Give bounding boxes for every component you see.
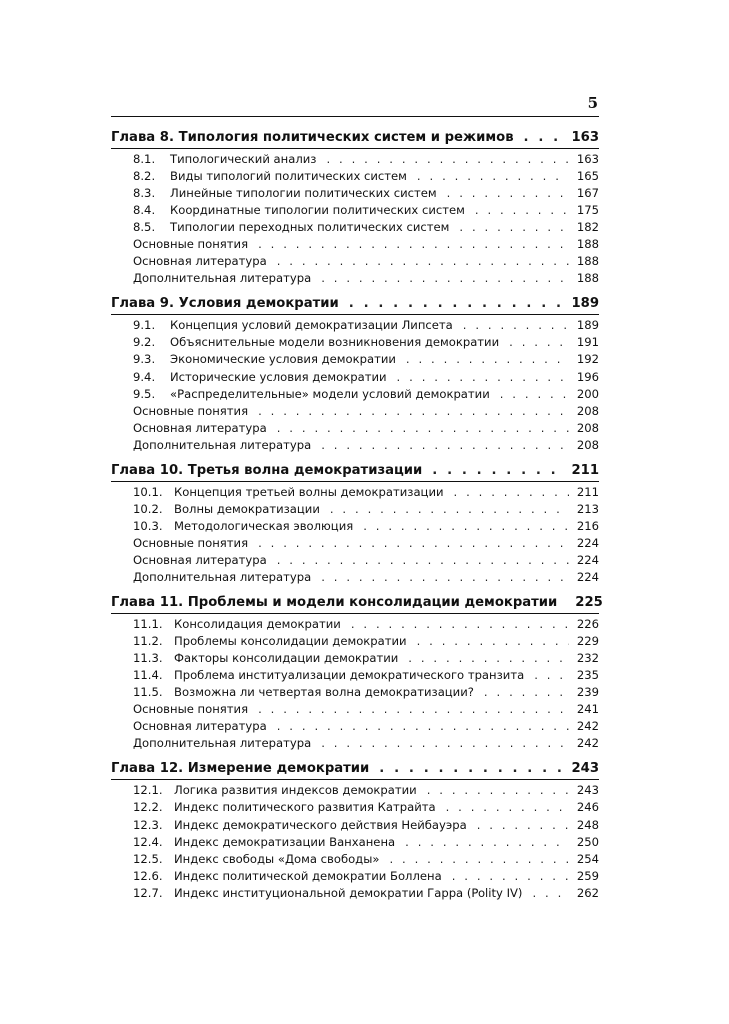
toc-entry xyxy=(133,834,599,851)
dot-leader xyxy=(452,868,569,885)
chapter-8 xyxy=(111,129,599,287)
section-title: Проблемы консолидации демократии xyxy=(174,634,407,649)
section-page-number: 208 xyxy=(576,437,599,452)
section-title: Дополнительная литература xyxy=(133,736,312,751)
dot-leader xyxy=(417,168,569,185)
section-title: Индекс политической демократии Боллена xyxy=(174,868,442,883)
dot-leader xyxy=(406,351,569,368)
section-page-number: 213 xyxy=(576,501,599,516)
chapter-heading xyxy=(111,129,599,147)
section-title: Индекс демократизации Ванханена xyxy=(174,834,396,849)
section-number: 11.4. xyxy=(133,668,163,683)
section-number: 9.1. xyxy=(133,318,156,333)
chapter-10 xyxy=(111,462,599,586)
dot-leader xyxy=(454,484,569,501)
section-page-number: 200 xyxy=(576,386,599,401)
chapter-title: Глава 12. Измерение демократии xyxy=(111,761,370,777)
toc-entry xyxy=(133,718,599,735)
dot-leader xyxy=(349,295,564,313)
chapter-underline xyxy=(111,148,599,149)
chapter-heading xyxy=(111,594,603,612)
section-number: 11.5. xyxy=(133,685,163,700)
section-page-number: 196 xyxy=(576,369,599,384)
section-number: 12.5. xyxy=(133,851,163,866)
section-number: 12.7. xyxy=(133,885,163,900)
section-number: 10.3. xyxy=(133,518,163,533)
toc-entry xyxy=(133,616,599,633)
section-title: Основные понятия xyxy=(133,535,249,550)
dot-leader xyxy=(258,701,569,718)
section-title: Основная литература xyxy=(133,719,267,734)
chapter-page-number: 211 xyxy=(571,462,599,478)
dot-leader xyxy=(432,462,563,480)
toc-entry xyxy=(133,633,599,650)
section-title: Координатные типологии политических систем xyxy=(170,203,465,218)
section-title: Факторы консолидации демократии xyxy=(174,651,399,666)
section-page-number: 208 xyxy=(576,403,599,418)
section-number: 9.3. xyxy=(133,352,156,367)
chapter-heading xyxy=(111,295,599,313)
section-page-number: 246 xyxy=(576,800,599,815)
section-title: Экономические условия демократии xyxy=(170,352,396,367)
toc-entry xyxy=(133,885,599,902)
dot-leader xyxy=(321,270,569,287)
section-page-number: 262 xyxy=(576,885,599,900)
section-list xyxy=(111,484,599,586)
section-list xyxy=(111,317,599,453)
dot-leader xyxy=(330,501,569,518)
chapter-heading xyxy=(111,462,599,480)
dot-leader xyxy=(534,667,569,684)
section-list xyxy=(111,782,599,901)
chapter-title: Глава 9. Условия демократии xyxy=(111,296,339,312)
section-number: 9.2. xyxy=(133,335,156,350)
section-title: Основные понятия xyxy=(133,702,249,717)
section-page-number: 224 xyxy=(576,535,599,550)
section-page-number: 216 xyxy=(576,518,599,533)
section-page-number: 248 xyxy=(576,817,599,832)
dot-leader xyxy=(379,760,563,778)
section-title: Типологический анализ xyxy=(170,152,317,166)
dot-leader xyxy=(417,633,569,650)
section-title: Концепция третьей волны демократизации xyxy=(174,484,444,499)
toc-entry xyxy=(133,535,599,552)
section-number: 8.2. xyxy=(133,169,156,184)
section-title: Основные понятия xyxy=(133,237,249,252)
toc-entry xyxy=(133,518,599,535)
toc-entry xyxy=(133,437,599,454)
chapter-page-number: 243 xyxy=(571,761,599,777)
section-list xyxy=(111,151,599,287)
section-page-number: 192 xyxy=(576,352,599,367)
toc-entry xyxy=(133,650,599,667)
section-number: 11.1. xyxy=(133,617,163,632)
toc-entry xyxy=(133,202,599,219)
toc-entry xyxy=(133,151,599,168)
section-number: 9.5. xyxy=(133,386,156,401)
section-title: Индекс политического развития Катрайта xyxy=(174,800,436,815)
section-page-number: 243 xyxy=(576,783,599,798)
section-number: 11.2. xyxy=(133,634,163,649)
section-page-number: 182 xyxy=(576,220,599,235)
dot-leader xyxy=(389,851,568,868)
toc-entry xyxy=(133,799,599,816)
section-title: Исторические условия демократии xyxy=(170,369,387,384)
toc-entry xyxy=(133,569,599,586)
toc-entry xyxy=(133,351,599,368)
table-of-contents xyxy=(111,129,603,910)
section-number: 12.4. xyxy=(133,834,163,849)
section-title: Проблема институализации демократического транзита xyxy=(174,668,525,683)
section-page-number: 224 xyxy=(576,552,599,567)
toc-entry xyxy=(133,552,599,569)
section-page-number: 188 xyxy=(576,271,599,286)
section-number: 8.3. xyxy=(133,186,156,201)
section-page-number: 232 xyxy=(576,651,599,666)
dot-leader xyxy=(446,799,569,816)
chapter-underline xyxy=(111,779,599,780)
toc-entry xyxy=(133,868,599,885)
dot-leader xyxy=(524,129,564,147)
chapter-9 xyxy=(111,295,599,453)
section-page-number: 165 xyxy=(576,169,599,184)
dot-leader xyxy=(397,369,569,386)
dot-leader xyxy=(258,236,569,253)
dot-leader xyxy=(427,782,569,799)
section-number: 8.4. xyxy=(133,203,156,218)
section-page-number: 235 xyxy=(576,668,599,683)
toc-entry xyxy=(133,817,599,834)
section-page-number: 239 xyxy=(576,685,599,700)
section-title: Концепция условий демократизации Липсета xyxy=(170,318,453,333)
chapter-11 xyxy=(111,594,603,752)
section-page-number: 242 xyxy=(576,736,599,751)
chapter-underline xyxy=(111,613,599,614)
chapter-underline xyxy=(111,481,599,482)
dot-leader xyxy=(321,437,569,454)
toc-entry xyxy=(133,369,599,386)
dot-leader xyxy=(363,518,569,535)
toc-entry xyxy=(133,684,599,701)
section-number: 8.1. xyxy=(133,152,156,166)
section-title: Возможна ли четвертая волна демократизации? xyxy=(174,685,474,700)
section-number: 10.1. xyxy=(133,484,163,499)
section-title: Консолидация демократии xyxy=(174,617,341,632)
section-page-number: 163 xyxy=(576,152,599,166)
toc-entry xyxy=(133,236,599,253)
dot-leader xyxy=(532,885,568,902)
section-title: Дополнительная литература xyxy=(133,271,312,286)
toc-entry xyxy=(133,253,599,270)
section-page-number: 241 xyxy=(576,702,599,717)
toc-entry xyxy=(133,851,599,868)
section-page-number: 175 xyxy=(576,203,599,218)
dot-leader xyxy=(277,718,569,735)
section-page-number: 211 xyxy=(576,484,599,499)
dot-leader xyxy=(321,569,569,586)
dot-leader xyxy=(447,185,569,202)
section-title: Основная литература xyxy=(133,552,267,567)
toc-entry xyxy=(133,667,599,684)
section-title: Волны демократизации xyxy=(174,501,320,516)
toc-entry xyxy=(133,270,599,287)
section-page-number: 224 xyxy=(576,569,599,584)
toc-entry xyxy=(133,317,599,334)
section-number: 10.2. xyxy=(133,501,163,516)
section-number: 12.1. xyxy=(133,783,163,798)
dot-leader xyxy=(408,650,569,667)
section-page-number: 254 xyxy=(576,851,599,866)
section-number: 12.2. xyxy=(133,800,163,815)
chapter-12 xyxy=(111,760,599,901)
dot-leader xyxy=(277,552,569,569)
section-page-number: 188 xyxy=(576,254,599,269)
toc-entry xyxy=(133,782,599,799)
toc-entry xyxy=(133,334,599,351)
chapter-title: Глава 8. Типология политических систем и режимов xyxy=(111,130,514,145)
section-title: Линейные типологии политических систем xyxy=(170,186,437,201)
dot-leader xyxy=(463,317,569,334)
chapter-heading xyxy=(111,760,599,778)
section-number: 8.5. xyxy=(133,220,156,235)
dot-leader xyxy=(277,420,569,437)
section-number: 9.4. xyxy=(133,369,156,384)
toc-entry xyxy=(133,735,599,752)
toc-entry xyxy=(133,168,599,185)
section-page-number: 208 xyxy=(576,420,599,435)
toc-entry xyxy=(133,420,599,437)
section-title: «Распределительные» модели условий демократии xyxy=(170,386,490,401)
section-title: Логика развития индексов демократии xyxy=(174,783,417,798)
toc-entry xyxy=(133,386,599,403)
toc-entry xyxy=(133,185,599,202)
dot-leader xyxy=(258,535,569,552)
dot-leader xyxy=(484,684,569,701)
section-title: Виды типологий политических систем xyxy=(170,169,407,184)
chapter-page-number: 189 xyxy=(571,296,599,312)
dot-leader xyxy=(405,834,569,851)
section-title: Дополнительная литература xyxy=(133,569,312,584)
toc-entry xyxy=(133,501,599,518)
section-title: Индекс демократического действия Нейбауэра xyxy=(174,817,467,832)
toc-entry xyxy=(133,219,599,236)
section-title: Типологии переходных политических систем xyxy=(170,220,450,235)
section-page-number: 226 xyxy=(576,617,599,632)
section-title: Объяснительные модели возникновения демократии xyxy=(170,335,500,350)
section-title: Основная литература xyxy=(133,254,267,269)
chapter-page-number: 163 xyxy=(571,130,599,145)
section-page-number: 188 xyxy=(576,237,599,252)
dot-leader xyxy=(326,151,568,168)
section-title: Основные понятия xyxy=(133,403,249,418)
section-list xyxy=(111,616,599,752)
toc-entry xyxy=(133,701,599,718)
dot-leader xyxy=(351,616,569,633)
dot-leader xyxy=(500,386,569,403)
section-page-number: 191 xyxy=(576,335,599,350)
section-number: 12.3. xyxy=(133,817,163,832)
chapter-title: Глава 10. Третья волна демократизации xyxy=(111,462,423,478)
chapter-title: Глава 11. Проблемы и модели консолидации демократии xyxy=(111,595,558,611)
dot-leader xyxy=(509,334,569,351)
section-title: Дополнительная литература xyxy=(133,437,312,452)
section-number: 12.6. xyxy=(133,868,163,883)
section-page-number: 229 xyxy=(576,634,599,649)
section-page-number: 250 xyxy=(576,834,599,849)
toc-entry xyxy=(133,403,599,420)
section-title: Индекс институциональной демократии Гарра (Polity IV) xyxy=(174,885,523,900)
dot-leader xyxy=(321,735,569,752)
section-page-number: 242 xyxy=(576,719,599,734)
section-title: Методологическая эволюция xyxy=(174,518,354,533)
dot-leader xyxy=(459,219,568,236)
header-rule xyxy=(111,116,599,117)
chapter-page-number: 225 xyxy=(575,595,603,611)
section-page-number: 189 xyxy=(576,318,599,333)
dot-leader xyxy=(475,202,569,219)
dot-leader xyxy=(277,253,569,270)
section-title: Индекс свободы «Дома свободы» xyxy=(174,851,380,866)
page-number: 5 xyxy=(587,94,598,112)
chapter-underline xyxy=(111,314,599,315)
section-page-number: 259 xyxy=(576,868,599,883)
toc-entry xyxy=(133,484,599,501)
section-page-number: 167 xyxy=(576,186,599,201)
section-number: 11.3. xyxy=(133,651,163,666)
section-title: Основная литература xyxy=(133,420,267,435)
dot-leader xyxy=(477,817,569,834)
dot-leader xyxy=(258,403,569,420)
